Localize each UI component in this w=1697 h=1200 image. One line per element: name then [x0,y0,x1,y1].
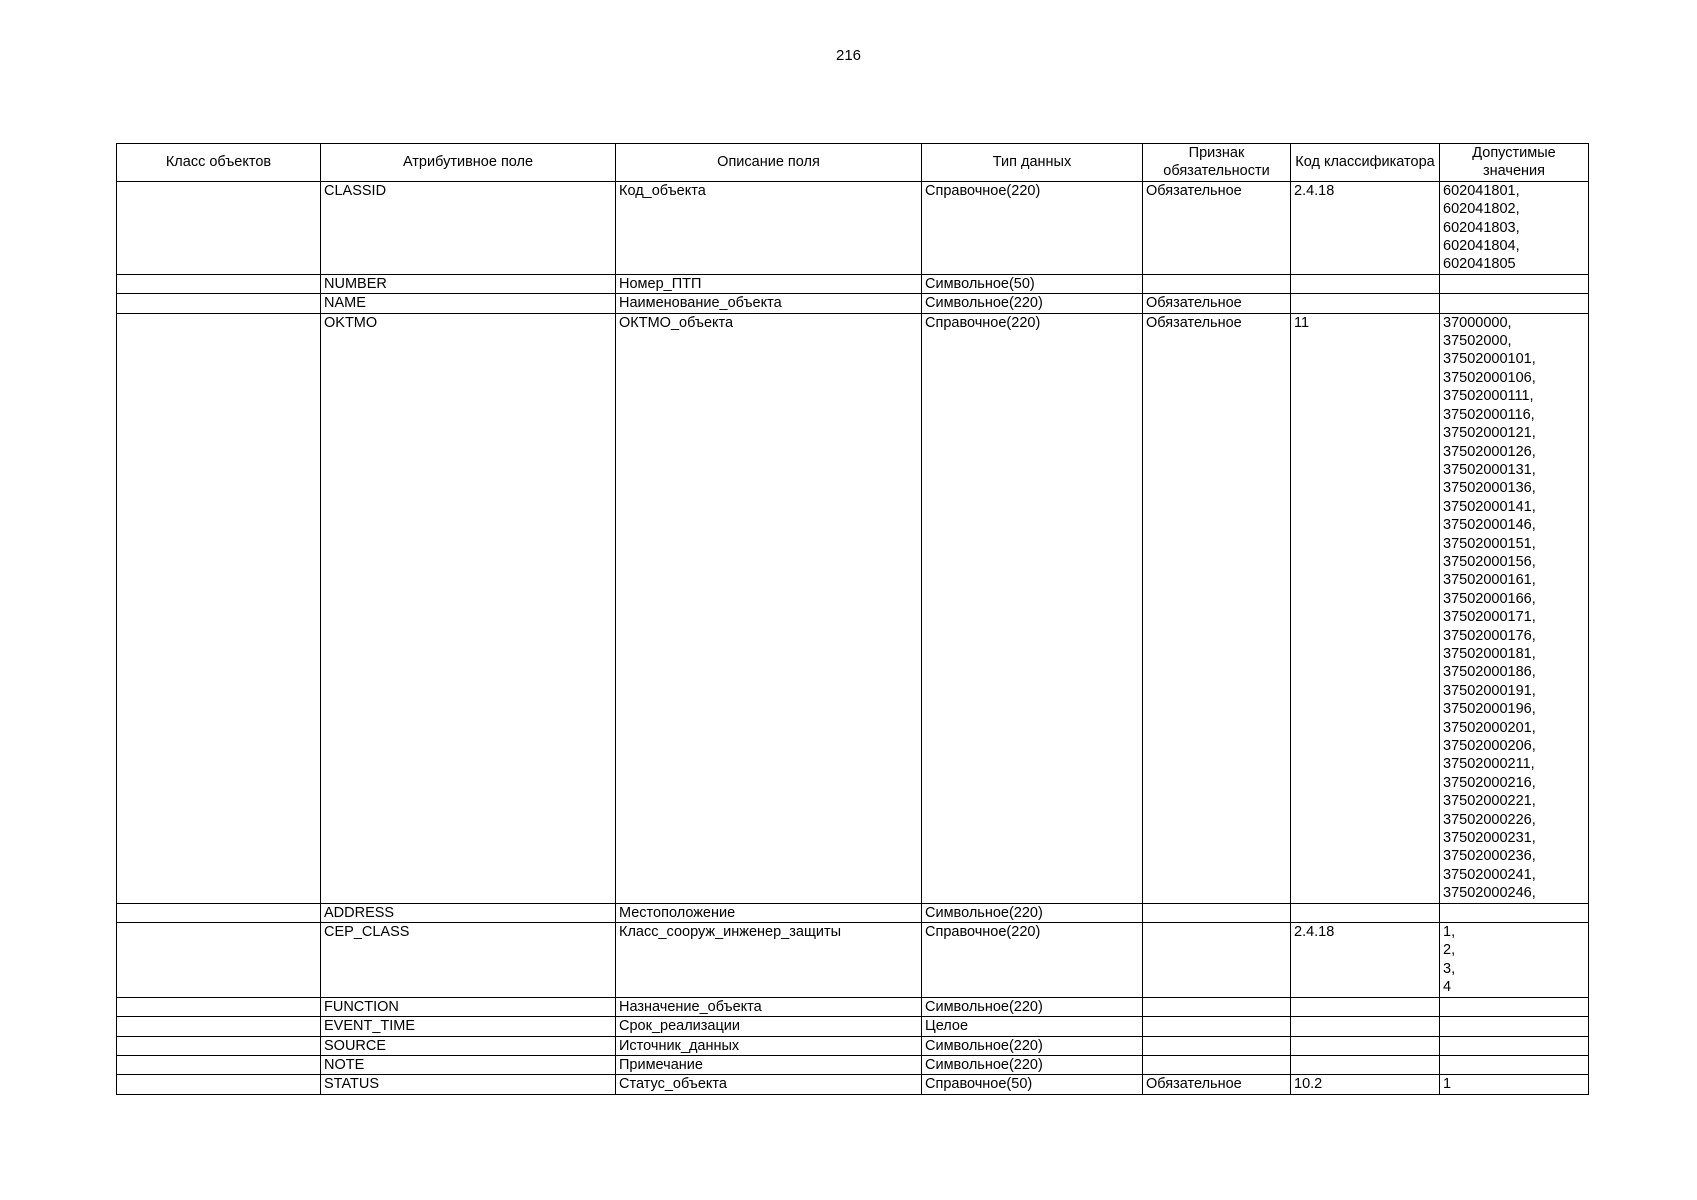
cell-attribute-field: NAME [321,294,616,313]
cell-field-description: Номер_ПТП [616,274,922,293]
cell-attribute-field: FUNCTION [321,997,616,1016]
cell-field-description: Источник_данных [616,1036,922,1055]
table-row [117,1075,1589,1094]
cell-object-class [117,1075,321,1094]
cell-data-type: Справочное(220) [922,181,1143,274]
cell-classifier-code [1291,903,1440,922]
cell-data-type: Символьное(50) [922,274,1143,293]
cell-classifier-code [1291,1036,1440,1055]
cell-field-description: Назначение_объекта [616,997,922,1016]
cell-allowed-values [1440,903,1589,922]
cell-field-description: Класс_сооруж_инженер_защиты [616,923,922,998]
cell-allowed-values [1440,294,1589,313]
table-row [117,997,1589,1016]
table-row [117,1036,1589,1055]
cell-classifier-code: 10.2 [1291,1075,1440,1094]
cell-classifier-code [1291,294,1440,313]
page-number: 216 [835,47,862,64]
cell-allowed-values: 37000000, 37502000, 37502000101, 37502000106, 37502000111, 37502000116, 37502000121, 37502000126, 37502000131, 37502000136, 37502000141, 37502000146, 37502000151, 37502000156, 37502000161, 37502000166, 37502000171, 37502000176, 37502000181, 37502000186, 37502000191, 37502000196, 37502000201, 37502000206, 37502000211, 37502000216, 37502000221, 37502000226, 37502000231, 37502000236, 37502000241, 37502000246, [1440,313,1589,903]
cell-required-flag: Обязательное [1143,181,1291,274]
cell-classifier-code: 2.4.18 [1291,923,1440,998]
cell-attribute-field: ADDRESS [321,903,616,922]
cell-attribute-field: CEP_CLASS [321,923,616,998]
cell-field-description: Наименование_объекта [616,294,922,313]
cell-object-class [117,313,321,903]
cell-classifier-code: 11 [1291,313,1440,903]
cell-data-type: Справочное(220) [922,313,1143,903]
cell-required-flag: Обязательное [1143,1075,1291,1094]
cell-allowed-values [1440,997,1589,1016]
cell-classifier-code: 2.4.18 [1291,181,1440,274]
cell-object-class [117,997,321,1016]
cell-required-flag [1143,1017,1291,1036]
cell-attribute-field: EVENT_TIME [321,1017,616,1036]
cell-allowed-values [1440,1036,1589,1055]
cell-attribute-field: SOURCE [321,1036,616,1055]
table-row [117,1055,1589,1074]
cell-allowed-values: 1 [1440,1075,1589,1094]
header-attribute-field: Атрибутивное поле [321,144,616,182]
table-row [117,181,1589,274]
cell-allowed-values [1440,1017,1589,1036]
table-row [117,923,1589,998]
cell-object-class [117,294,321,313]
cell-attribute-field: NOTE [321,1055,616,1074]
cell-allowed-values [1440,274,1589,293]
cell-object-class [117,923,321,998]
cell-attribute-field: NUMBER [321,274,616,293]
cell-data-type: Символьное(220) [922,997,1143,1016]
cell-allowed-values: 1, 2, 3, 4 [1440,923,1589,998]
cell-classifier-code [1291,1017,1440,1036]
cell-required-flag [1143,997,1291,1016]
cell-required-flag [1143,1036,1291,1055]
table-row [117,313,1589,903]
header-object-class: Класс объектов [117,144,321,182]
header-classifier-code: Код классификатора [1291,144,1440,182]
cell-data-type: Символьное(220) [922,1036,1143,1055]
cell-object-class [117,1055,321,1074]
attribute-table [116,143,1589,1095]
cell-object-class [117,181,321,274]
cell-classifier-code [1291,1055,1440,1074]
cell-object-class [117,903,321,922]
table-row [117,294,1589,313]
cell-required-flag [1143,903,1291,922]
cell-object-class [117,1017,321,1036]
cell-allowed-values [1440,1055,1589,1074]
cell-field-description: ОКТМО_объекта [616,313,922,903]
cell-classifier-code [1291,274,1440,293]
cell-attribute-field: CLASSID [321,181,616,274]
table-row [117,1017,1589,1036]
cell-classifier-code [1291,997,1440,1016]
header-required-flag: Признак обязательности [1143,144,1291,182]
cell-data-type: Справочное(50) [922,1075,1143,1094]
cell-field-description: Местоположение [616,903,922,922]
cell-field-description: Срок_реализации [616,1017,922,1036]
table-header-row [117,144,1589,182]
cell-required-flag: Обязательное [1143,294,1291,313]
cell-required-flag: Обязательное [1143,313,1291,903]
header-field-description: Описание поля [616,144,922,182]
cell-field-description: Примечание [616,1055,922,1074]
cell-field-description: Статус_объекта [616,1075,922,1094]
cell-data-type: Символьное(220) [922,294,1143,313]
cell-allowed-values: 602041801, 602041802, 602041803, 602041804, 602041805 [1440,181,1589,274]
cell-attribute-field: STATUS [321,1075,616,1094]
cell-data-type: Справочное(220) [922,923,1143,998]
cell-data-type: Целое [922,1017,1143,1036]
header-allowed-values: Допустимые значения [1440,144,1589,182]
cell-required-flag [1143,1055,1291,1074]
table-row [117,274,1589,293]
cell-field-description: Код_объекта [616,181,922,274]
cell-object-class [117,1036,321,1055]
header-data-type: Тип данных [922,144,1143,182]
cell-data-type: Символьное(220) [922,903,1143,922]
cell-data-type: Символьное(220) [922,1055,1143,1074]
table-body [117,181,1589,1094]
table-row [117,903,1589,922]
cell-required-flag [1143,274,1291,293]
cell-attribute-field: OKTMO [321,313,616,903]
cell-required-flag [1143,923,1291,998]
cell-object-class [117,274,321,293]
